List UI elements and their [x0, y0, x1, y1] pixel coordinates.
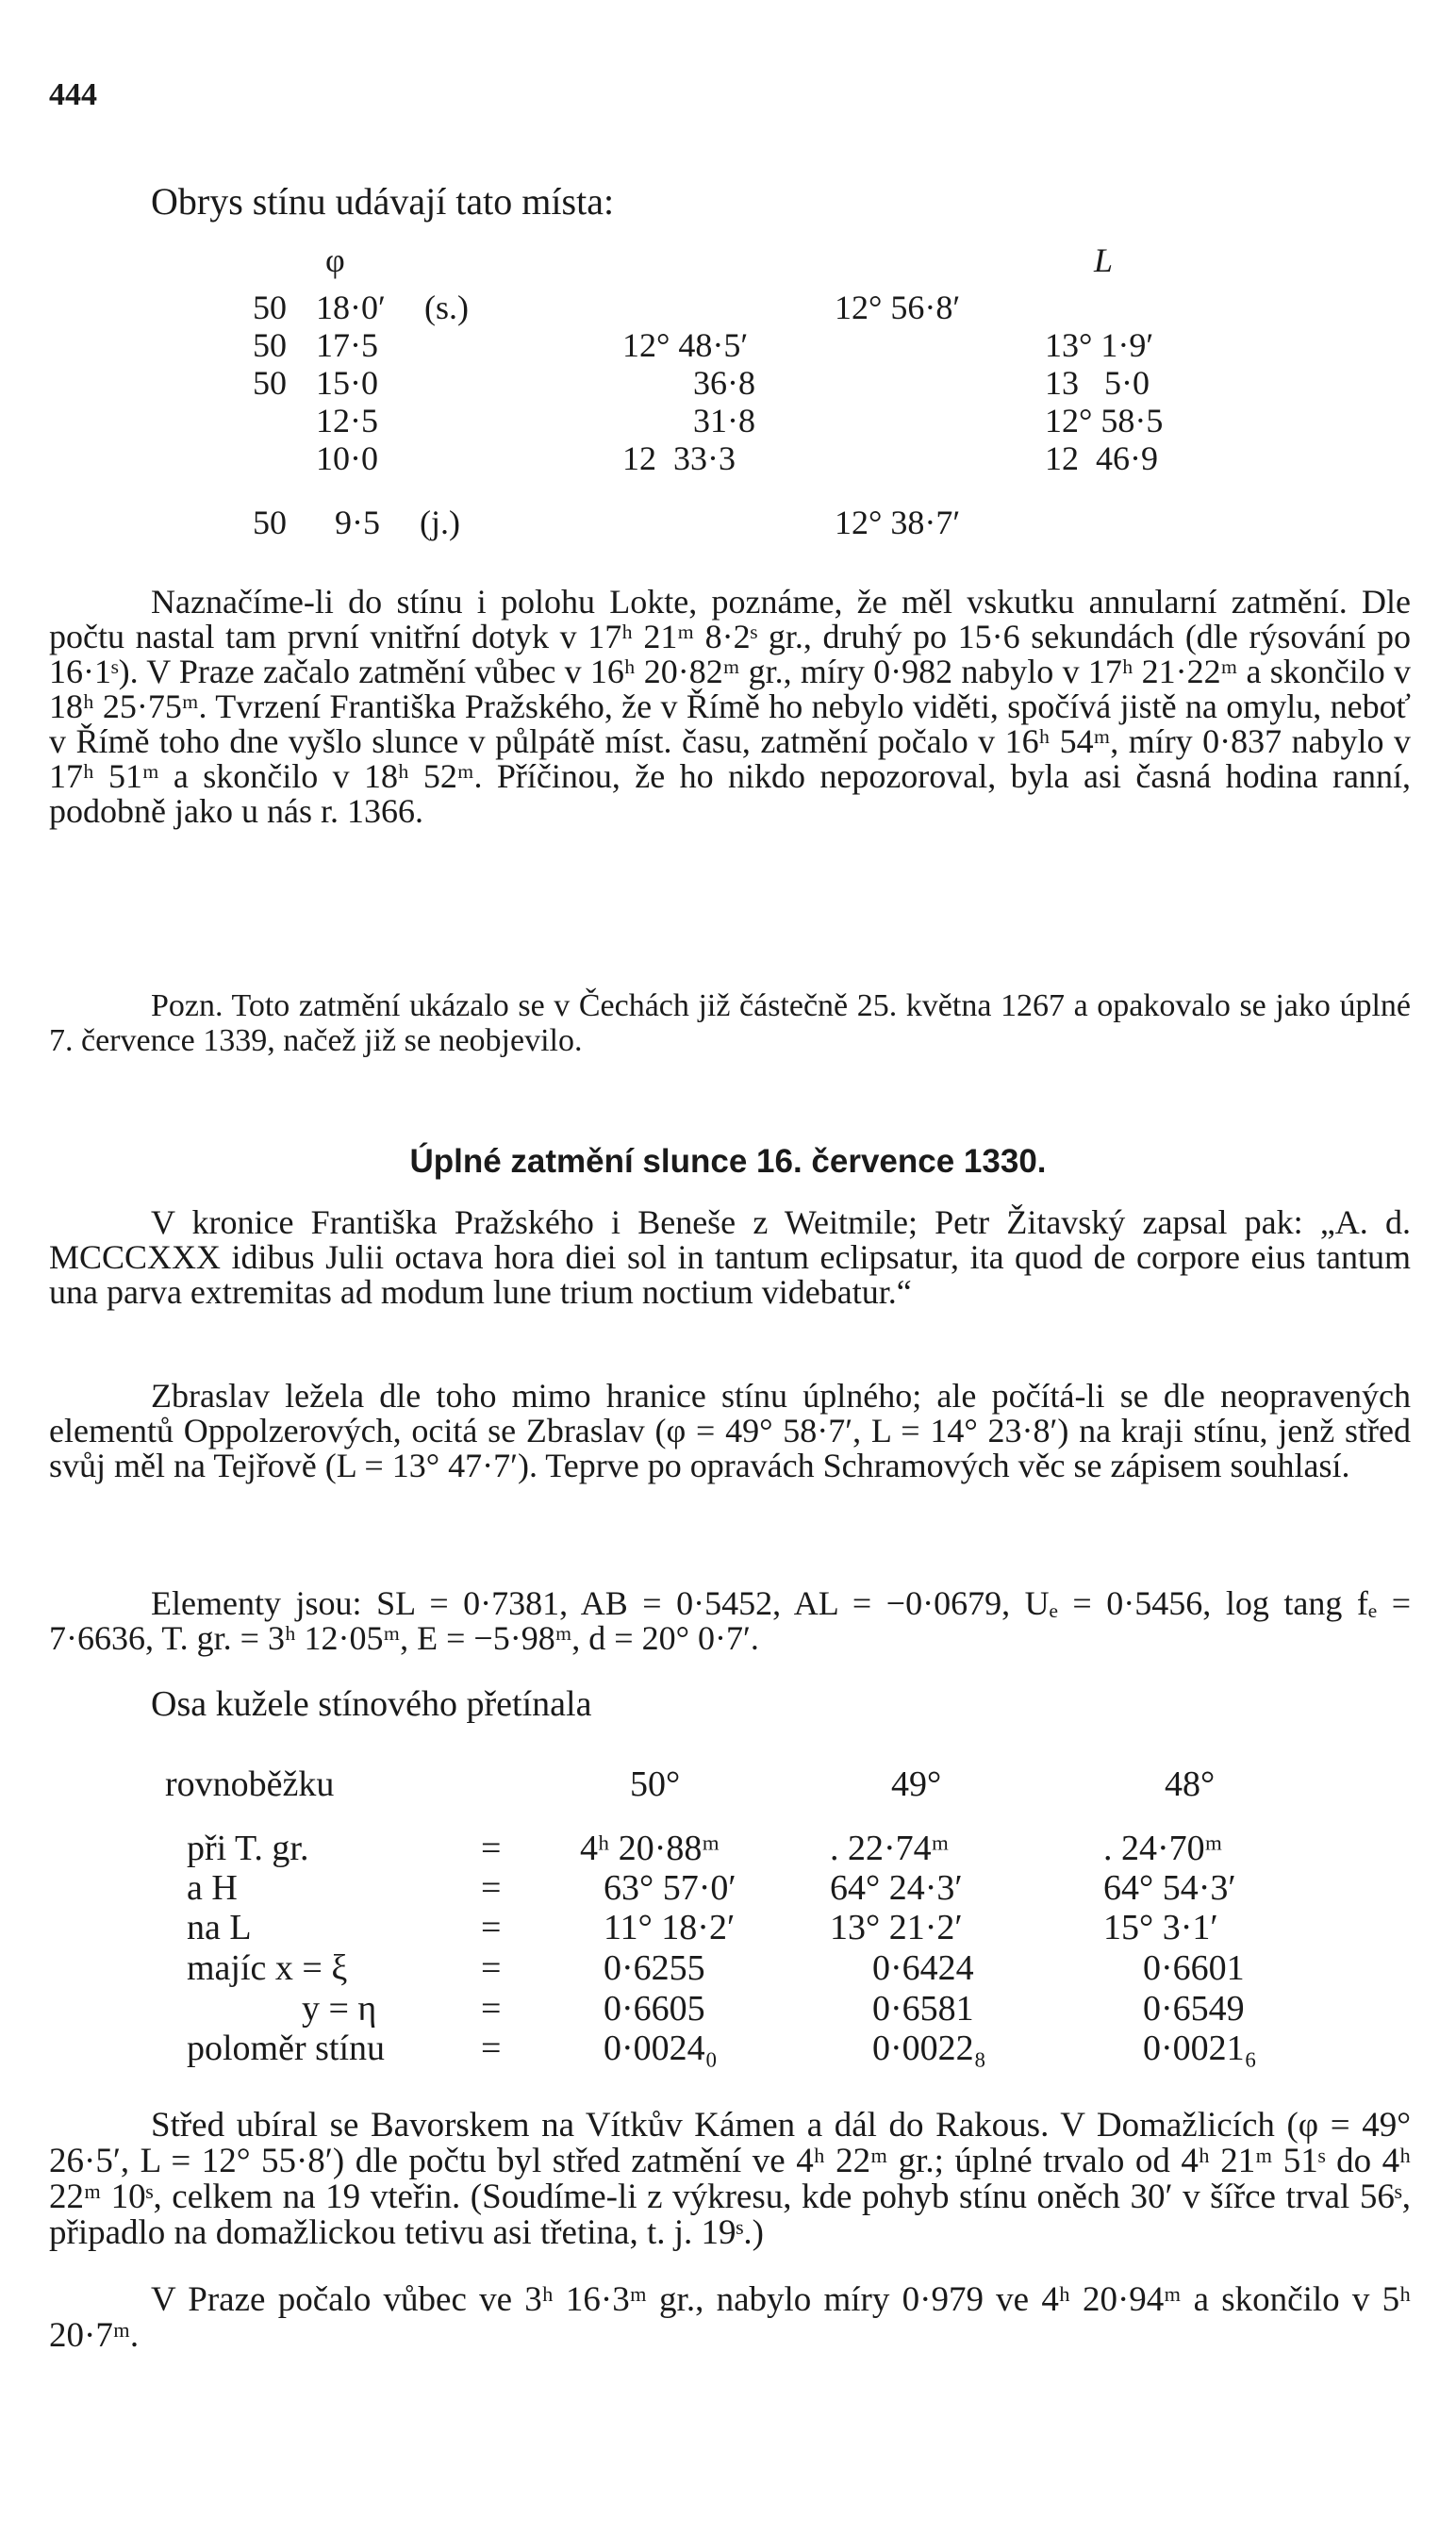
parallel-cell: 64° 54·3′: [1103, 1868, 1236, 1908]
outline-cell: 18·0′: [316, 289, 386, 326]
section-heading: Úplné zatmění slunce 16. července 1330.: [409, 1143, 1047, 1180]
parallel-cell: 63° 57·0′: [604, 1868, 736, 1908]
parallel-cell: 0·6601: [1143, 1948, 1245, 1988]
outline-cell: 50: [253, 504, 287, 541]
parallel-cell: 64° 24·3′: [830, 1868, 963, 1908]
parallel-col-header: 49°: [891, 1764, 942, 1804]
parallel-row-eq: =: [481, 1908, 502, 1947]
parallel-row-label: majíc x = ξ: [187, 1948, 348, 1988]
parallel-col-header: 48°: [1165, 1764, 1216, 1804]
outline-cell: 12·5: [316, 402, 378, 439]
outline-intro: Obrys stínu udávají tato místa:: [151, 180, 615, 223]
outline-header-phi: φ: [325, 241, 345, 279]
parallel-row-label: na L: [187, 1908, 252, 1947]
parallel-cell: 0·6424: [872, 1948, 974, 1988]
paragraph-chronicle: V kronice Františka Pražského i Beneše z Weitmile; Petr Žitavský zapsal pak: „A. d. MCCCXXX idibus Julii octava hora diei sol in tantum eclipsatur, ita quod de corpore eius tantum una parva extremitas ad modum lune trium noctium videbatur.“: [49, 1203, 1411, 1311]
parallel-row-label: při T. gr.: [187, 1829, 309, 1868]
outline-cell: 9·5: [335, 504, 380, 541]
parallel-cell: 13° 21·2′: [830, 1908, 963, 1947]
parallel-header-label: rovnoběžku: [165, 1764, 335, 1804]
paragraph-prague: V Praze počalo vůbec ve 3ʰ 16·3ᵐ gr., nabylo míry 0·979 ve 4ʰ 20·94ᵐ a skončilo v 5ʰ 20·7ᵐ.: [49, 2280, 1411, 2355]
parallel-row-eq: =: [481, 1989, 502, 2029]
page-number: 444: [49, 77, 97, 112]
outline-cell: (j.): [420, 504, 460, 541]
parallel-cell: . 22·74ᵐ: [830, 1829, 950, 1868]
outline-cell: 36·8: [693, 364, 755, 402]
parallel-cell: 4ʰ 20·88ᵐ: [580, 1829, 720, 1868]
paragraph-lokte: Naznačíme-li do stínu i polohu Lokte, poznáme, že měl vskutku annularní zatmění. Dle počtu nastal tam první vnitřní dotyk v 17ʰ 21ᵐ 8·2ˢ gr., druhý po 15·6 sekundách (dle rýsování po 16·1ˢ). V Praze začalo zatmění vůbec v 16ʰ 20·82ᵐ gr., míry 0·982 nabylo v 17ʰ 21·22ᵐ a skončilo v 18ʰ 25·75ᵐ. Tvrzení Františka Pražského, že v Římě ho nebylo viděti, spočívá jistě na omylu, neboť v Římě toho dne vyšlo slunce v půlpátě míst. času, zatmění počalo v 16ʰ 54ᵐ, míry 0·837 nabylo v 17ʰ 51ᵐ a skončilo v 18ʰ 52ᵐ. Příčinou, že ho nikdo nepozoroval, byla asi časná hodina ranní, podobně jako u nás r. 1366.: [49, 583, 1411, 830]
outline-cell: 50: [253, 364, 287, 402]
parallel-row-eq: =: [481, 1829, 502, 1868]
parallel-cell: 0·6581: [872, 1989, 974, 2029]
outline-cell: 13 5·0: [1045, 364, 1150, 402]
outline-cell: 12 46·9: [1045, 439, 1158, 477]
outline-cell: 12° 38·7′: [835, 504, 961, 541]
outline-cell: 12° 56·8′: [835, 289, 961, 326]
parallel-cell: 0·0021₆: [1143, 2029, 1257, 2068]
parallel-cell: 0·6549: [1143, 1989, 1245, 2029]
parallel-cell: 0·6605: [604, 1989, 705, 2029]
parallel-row-label: y = η: [302, 1989, 377, 2029]
outline-table: [0, 240, 1456, 552]
parallel-row-eq: =: [481, 2029, 502, 2068]
parallel-row-eq: =: [481, 1868, 502, 1908]
paragraph-elements: Elementy jsou: SL = 0·7381, AB = 0·5452, AL = −0·0679, Uₑ = 0·5456, log tang fₑ = 7·6636, T. gr. = 3ʰ 12·05ᵐ, E = −5·98ᵐ, d = 20° 0·7′.: [49, 1584, 1411, 1657]
outline-cell: 12 33·3: [622, 439, 736, 477]
outline-cell: 10·0: [316, 439, 378, 477]
parallel-table: [0, 1764, 1456, 2094]
paragraph-zbraslav: Zbraslav ležela dle toho mimo hranice stínu úplného; ale počítá-li se dle neopravených elementů Oppolzerových, ocitá se Zbraslav (φ = 49° 58·7′, L = 14° 23·8′) na kraji stínu, jenž střed svůj měl na Tejřově (L = 13° 47·7′). Teprve po opravách Schramových věc se zápisem souhlasí.: [49, 1377, 1411, 1484]
outline-header-L: L: [1094, 241, 1114, 279]
parallel-col-header: 50°: [630, 1764, 681, 1804]
parallel-row-label: poloměr stínu: [187, 2029, 386, 2068]
parallel-cell: 0·0022₈: [872, 2029, 986, 2068]
note-paragraph: Pozn. Toto zatmění ukázalo se v Čechách již částečně 25. května 1267 a opakovalo se jako úplné 7. července 1339, načež již se neobjevilo.: [49, 988, 1411, 1058]
outline-cell: 50: [253, 289, 287, 326]
outline-cell: 31·8: [693, 402, 755, 439]
outline-cell: 15·0: [316, 364, 378, 402]
parallel-row-label: a H: [187, 1868, 238, 1908]
parallel-cell: 0·0024₀: [604, 2029, 718, 2068]
outline-cell: 50: [253, 326, 287, 364]
outline-cell: 13° 1·9′: [1045, 326, 1154, 364]
outline-cell: 12° 48·5′: [622, 326, 749, 364]
parallel-cell: . 24·70ᵐ: [1103, 1829, 1223, 1868]
paragraph-center: Střed ubíral se Bavorskem na Vítkův Kámen a dál do Rakous. V Domažlicích (φ = 49° 26·5′, L = 12° 55·8′) dle počtu byl střed zatmění ve 4ʰ 22ᵐ gr.; úplné trvalo od 4ʰ 21ᵐ 51ˢ do 4ʰ 22ᵐ 10ˢ, celkem na 19 vteřin. (Soudíme-li z výkresu, kde pohyb stínu oněch 30′ v šířce trval 56ˢ, připadlo na domažlickou tetivu asi třetina, t. j. 19ˢ.): [49, 2106, 1411, 2252]
outline-cell: 12° 58·5: [1045, 402, 1164, 439]
axis-title: Osa kužele stínového přetínala: [151, 1684, 592, 1724]
outline-cell: (s.): [424, 289, 469, 326]
outline-cell: 17·5: [316, 326, 378, 364]
parallel-row-eq: =: [481, 1948, 502, 1988]
parallel-cell: 11° 18·2′: [604, 1908, 736, 1947]
parallel-cell: 15° 3·1′: [1103, 1908, 1218, 1947]
parallel-cell: 0·6255: [604, 1948, 705, 1988]
